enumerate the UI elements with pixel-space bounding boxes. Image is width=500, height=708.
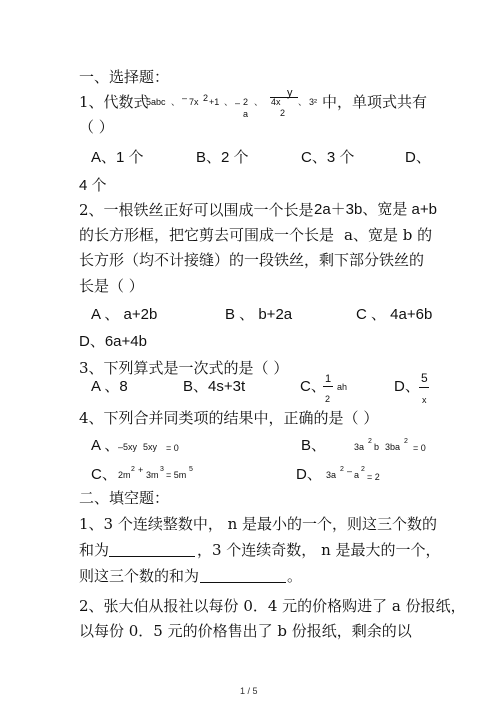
q1-option-b: B、2 个 [196,149,249,166]
q1-expr-2-tail: +1 [209,97,220,107]
q2-option-a: A 、 a+2b [91,306,158,323]
q4-option-c-exp3: 5 [189,466,193,473]
q1-expr-2-minus: – [182,93,188,103]
q2-line-4: 长是（ ） [79,277,144,295]
q1-expr-5: 3² [309,97,318,107]
q4-option-d-expr: 3a [326,470,337,480]
fill1-line-1: 1、3 个连续整数中， n 是最小的一个，则这三个数的 [79,515,438,533]
q4-stem: 4、下列合并同类项的结果中，正确的是（ ） [79,409,379,427]
q1-expr-2: 7x [189,97,199,107]
q3-option-d-den: x [422,395,427,405]
q1-expr-3-den: a [243,109,249,119]
fill1-line-2b: ，3 个连续奇数， n 是最大的一个， [197,541,441,559]
q2-option-c: C 、 4a+6b [356,306,433,323]
q3-option-d-num: 5 [421,371,428,385]
q1-expr-4-num-a: 4x [271,97,281,107]
q1-sep-3: 、 [254,97,264,107]
q3-option-c-num: 1 [325,373,332,385]
fill1-line-2a: 和为 [79,541,110,559]
q3-stem: 3、下列算式是一次式的是（ ） [79,359,289,377]
fill1-line-3a: 则这三个数的和为 [79,567,200,585]
q4-option-b-exp2: 2 [404,438,408,445]
q3-option-a: A 、8 [91,378,128,395]
section-heading-fill: 二、填空题： [79,489,170,507]
q4-option-c-expr: 2m [118,470,131,480]
q4-option-c-exp: 2 [131,466,135,473]
q4-option-b-tail: b [374,442,380,452]
q1-sep-4: 、 [298,97,308,107]
q4-option-b-expr: 3a [354,442,365,452]
q4-option-b-exp: 2 [368,438,372,445]
q1-sep-2: 、 [224,97,234,107]
fill1-line-3b: 。 [287,567,303,585]
q4-option-b-eq: = 0 [413,443,426,453]
q3-option-c-fraction-bar [323,386,333,387]
q4-option-c-plus: + [138,465,144,475]
q1-expr-1: 5abc [146,97,166,107]
q4-option-c-exp2: 3 [160,466,164,473]
q4-option-a-expr2: 5xy [143,442,158,452]
q4-option-d-minus: – [347,466,353,476]
fill2-line-2: 以每份 0．5 元的价格售出了 b 份报纸，剩余的以 [79,622,412,640]
q4-option-c-eq: = 5m [166,470,187,480]
q4-option-d-expr2: a [354,470,360,480]
q1-sep-1: 、 [171,97,181,107]
q2-option-b: B 、 b+2a [225,306,293,323]
q1-answer-paren: （ ） [79,118,114,136]
q4-option-d-eq: = 2 [367,472,380,482]
q1-expr-4-fraction-bar [270,97,298,98]
q3-option-d-fraction-bar [419,387,429,388]
q2-line-2a: 的长方形框，把它剪去可围成一个长是 [79,226,335,244]
q4-option-d-label: D、 [296,466,322,483]
q1-expr-2-exp: 2 [203,93,209,103]
q4-option-b-expr2: 3ba [385,442,401,452]
q3-option-c: C、 [300,378,326,395]
q1-option-c: C、3 个 [301,149,355,166]
q4-option-d-exp: 2 [340,466,344,473]
q4-option-d-exp2: 2 [361,466,365,473]
q2-line-1b: 2a＋3b、宽是 a+b [314,201,437,218]
q1-expr-3-num: 2 [243,97,249,107]
q2-line-3: 长方形（均不计接缝）的一段铁丝，剩下部分铁丝的 [79,251,425,269]
q3-option-c-tail: ah [337,382,348,392]
q4-option-a-eq: = 0 [166,443,179,453]
q1-option-d: D、 [405,149,431,166]
q2-option-d: D、6a+4b [79,333,147,350]
q1-expr-3-minus: – [235,98,241,108]
q1-option-a: A、1 个 [91,149,144,166]
page-number: 1 / 5 [240,686,258,696]
q2-line-1a: 2、一根铁丝正好可以围成一个长是 [79,201,314,219]
q4-option-b-label: B、 [301,437,327,454]
q1-prefix: 1、代数式 [79,93,149,111]
q4-option-c-expr2: 3m [146,470,159,480]
q4-option-a-expr: –5xy [118,442,138,452]
fill2-line-1: 2、张大伯从报社以每份 0．4 元的价格购进了 a 份报纸， [79,597,466,615]
q4-option-a-label: A 、 [91,437,120,454]
q3-option-d: D、 [394,378,420,395]
q2-line-2b: a、宽是 b 的 [344,226,433,244]
q3-option-c-den: 2 [325,394,331,404]
q1-expr-4-num-b: y [287,87,293,99]
q1-expr-4-den: 2 [280,108,286,118]
q3-option-b: B、4s+3t [183,378,246,395]
q4-option-c-label: C、 [91,466,117,483]
fill1-blank-2[interactable] [200,582,286,583]
q1-suffix: 中，单项式共有 [322,93,428,111]
section-heading-choice: 一、选择题： [79,68,170,86]
q1-option-d-cont: 4 个 [79,177,107,194]
fill1-blank-1[interactable] [109,556,195,557]
